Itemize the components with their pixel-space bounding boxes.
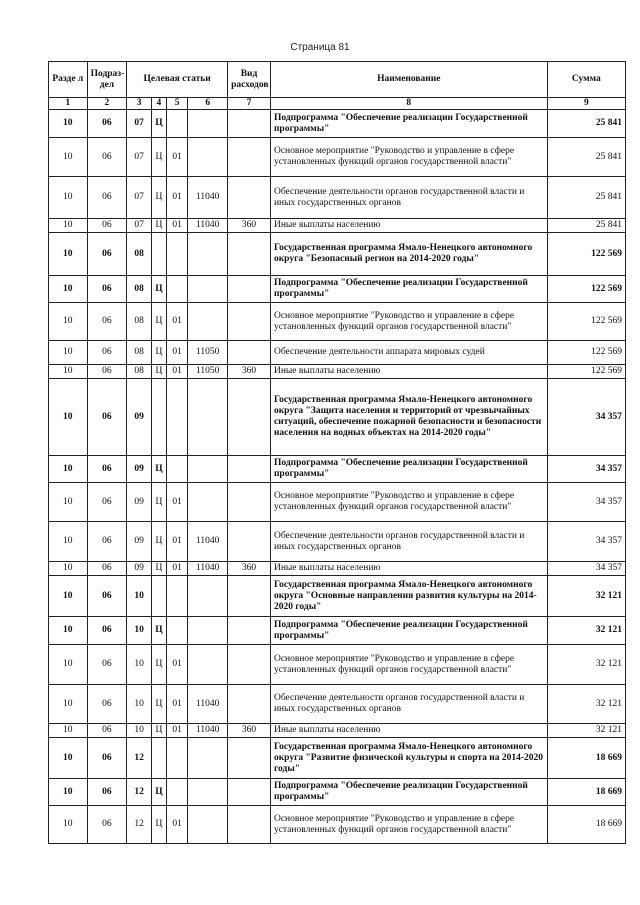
cell-name: Иные выплаты населению: [270, 562, 547, 576]
cell-target-sub: Ц: [151, 138, 166, 177]
header-razdel: Разде л: [49, 62, 88, 98]
cell-podrazdel: 06: [87, 233, 127, 276]
cell-podrazdel: 06: [87, 685, 127, 724]
cell-podrazdel: 06: [87, 341, 127, 365]
cell-target-direction: 11040: [188, 177, 228, 219]
cell-razdel: 10: [49, 303, 88, 341]
cell-expense-type: [228, 645, 271, 685]
cell-target-sub: Ц: [151, 806, 166, 844]
table-row: [49, 779, 626, 806]
cell-target-sub: Ц: [151, 617, 166, 645]
table-row: [49, 365, 626, 379]
table-row: [49, 483, 626, 522]
cell-target-direction: 11050: [188, 341, 228, 365]
cell-target-program: 12: [127, 738, 152, 779]
cell-target-sub: [151, 576, 166, 617]
cell-razdel: 10: [49, 341, 88, 365]
cell-name: Государственная программа Ямало-Ненецкого автономного округа "Развитие физической культуры и спорта на 2014-2020 годы": [270, 738, 547, 779]
cell-target-event: 01: [166, 365, 187, 379]
cell-podrazdel: 06: [87, 738, 127, 779]
cell-target-direction: 11040: [188, 562, 228, 576]
column-number: 7: [228, 98, 271, 110]
cell-podrazdel: 06: [87, 365, 127, 379]
cell-target-direction: [188, 779, 228, 806]
table-row: [49, 645, 626, 685]
cell-sum: 18 669: [547, 738, 625, 779]
cell-razdel: 10: [49, 724, 88, 738]
column-number: 8: [270, 98, 547, 110]
cell-target-event: [166, 738, 187, 779]
cell-razdel: 10: [49, 219, 88, 233]
header-podrazdel: Подраз- дел: [87, 62, 127, 98]
cell-target-event: [166, 233, 187, 276]
cell-target-direction: [188, 576, 228, 617]
cell-name: Подпрограмма "Обеспечение реализации Государственной программы": [270, 779, 547, 806]
header-name: Наименование: [270, 62, 547, 98]
column-number: 6: [188, 98, 228, 110]
table-row: [49, 724, 626, 738]
cell-target-event: 01: [166, 483, 187, 522]
cell-target-direction: [188, 738, 228, 779]
cell-target-direction: [188, 276, 228, 303]
cell-podrazdel: 06: [87, 724, 127, 738]
cell-razdel: 10: [49, 617, 88, 645]
cell-podrazdel: 06: [87, 483, 127, 522]
cell-podrazdel: 06: [87, 219, 127, 233]
cell-sum: 18 669: [547, 779, 625, 806]
cell-sum: 34 357: [547, 483, 625, 522]
cell-target-program: 08: [127, 365, 152, 379]
cell-expense-type: [228, 738, 271, 779]
cell-target-direction: [188, 233, 228, 276]
cell-name: Обеспечение деятельности органов государственной власти и иных государственных органов: [270, 177, 547, 219]
cell-name: Государственная программа Ямало-Ненецкого автономного округа "Основные направления развития культуры на 2014-2020 годы": [270, 576, 547, 617]
column-number: 4: [151, 98, 166, 110]
cell-target-sub: Ц: [151, 779, 166, 806]
cell-target-event: [166, 576, 187, 617]
cell-sum: 34 357: [547, 379, 625, 456]
cell-razdel: 10: [49, 685, 88, 724]
table-row: [49, 562, 626, 576]
cell-expense-type: [228, 483, 271, 522]
cell-sum: 34 357: [547, 522, 625, 562]
cell-target-direction: [188, 483, 228, 522]
cell-expense-type: [228, 685, 271, 724]
cell-target-program: 12: [127, 779, 152, 806]
cell-name: Подпрограмма "Обеспечение реализации Государственной программы": [270, 276, 547, 303]
cell-target-program: 07: [127, 219, 152, 233]
table-row: [49, 177, 626, 219]
cell-sum: 25 841: [547, 177, 625, 219]
cell-name: Подпрограмма "Обеспечение реализации Государственной программы": [270, 456, 547, 483]
cell-razdel: 10: [49, 365, 88, 379]
cell-target-direction: [188, 456, 228, 483]
cell-podrazdel: 06: [87, 177, 127, 219]
cell-podrazdel: 06: [87, 576, 127, 617]
table-row: [49, 806, 626, 844]
cell-target-event: 01: [166, 562, 187, 576]
cell-target-event: 01: [166, 806, 187, 844]
cell-razdel: 10: [49, 233, 88, 276]
cell-target-direction: 11050: [188, 365, 228, 379]
cell-target-sub: [151, 738, 166, 779]
table-row: [49, 276, 626, 303]
cell-expense-type: [228, 379, 271, 456]
cell-name: Иные выплаты населению: [270, 365, 547, 379]
cell-podrazdel: 06: [87, 110, 127, 138]
table-row: [49, 379, 626, 456]
cell-target-sub: Ц: [151, 562, 166, 576]
cell-target-event: 01: [166, 138, 187, 177]
cell-name: Обеспечение деятельности аппарата мировых судей: [270, 341, 547, 365]
cell-target-event: [166, 276, 187, 303]
cell-target-direction: 11040: [188, 685, 228, 724]
cell-sum: 34 357: [547, 456, 625, 483]
cell-target-program: 09: [127, 562, 152, 576]
cell-target-event: 01: [166, 341, 187, 365]
cell-target-direction: [188, 110, 228, 138]
cell-target-sub: Ц: [151, 219, 166, 233]
cell-razdel: 10: [49, 110, 88, 138]
cell-target-sub: Ц: [151, 303, 166, 341]
cell-sum: 122 569: [547, 276, 625, 303]
cell-target-program: 10: [127, 724, 152, 738]
cell-target-direction: [188, 617, 228, 645]
cell-expense-type: [228, 522, 271, 562]
table-row: [49, 456, 626, 483]
cell-name: Основное мероприятие "Руководство и управление в сфере установленных функций органов государственной власти": [270, 303, 547, 341]
cell-razdel: 10: [49, 522, 88, 562]
cell-name: Иные выплаты населению: [270, 724, 547, 738]
table-row: [49, 685, 626, 724]
cell-podrazdel: 06: [87, 456, 127, 483]
header-celevaya: Целевая статьи: [127, 62, 228, 98]
cell-target-sub: Ц: [151, 724, 166, 738]
cell-target-program: 07: [127, 138, 152, 177]
cell-razdel: 10: [49, 576, 88, 617]
cell-name: Подпрограмма "Обеспечение реализации Государственной программы": [270, 617, 547, 645]
cell-razdel: 10: [49, 738, 88, 779]
cell-target-sub: Ц: [151, 645, 166, 685]
cell-target-event: 01: [166, 724, 187, 738]
cell-razdel: 10: [49, 276, 88, 303]
cell-razdel: 10: [49, 779, 88, 806]
header-sum: Сумма: [547, 62, 625, 98]
column-number: 3: [127, 98, 152, 110]
cell-target-direction: [188, 303, 228, 341]
cell-target-direction: [188, 379, 228, 456]
cell-podrazdel: 06: [87, 379, 127, 456]
table-row: [49, 219, 626, 233]
table-row: [49, 303, 626, 341]
cell-target-event: [166, 110, 187, 138]
cell-sum: 25 841: [547, 219, 625, 233]
cell-expense-type: [228, 806, 271, 844]
cell-target-program: 10: [127, 645, 152, 685]
cell-target-event: [166, 779, 187, 806]
cell-podrazdel: 06: [87, 522, 127, 562]
cell-target-sub: Ц: [151, 110, 166, 138]
cell-sum: 32 121: [547, 724, 625, 738]
cell-razdel: 10: [49, 806, 88, 844]
cell-expense-type: [228, 233, 271, 276]
column-number: 2: [87, 98, 127, 110]
cell-expense-type: [228, 341, 271, 365]
cell-target-event: 01: [166, 685, 187, 724]
cell-podrazdel: 06: [87, 645, 127, 685]
table-row: [49, 738, 626, 779]
cell-target-direction: 11040: [188, 724, 228, 738]
cell-podrazdel: 06: [87, 138, 127, 177]
table-row: [49, 617, 626, 645]
cell-target-program: 08: [127, 303, 152, 341]
cell-target-program: 09: [127, 522, 152, 562]
cell-target-program: 12: [127, 806, 152, 844]
header-vid: Вид расходов: [228, 62, 271, 98]
cell-target-program: 09: [127, 456, 152, 483]
cell-expense-type: [228, 110, 271, 138]
cell-target-sub: Ц: [151, 276, 166, 303]
cell-target-event: 01: [166, 219, 187, 233]
cell-razdel: 10: [49, 456, 88, 483]
cell-podrazdel: 06: [87, 617, 127, 645]
table-row: [49, 110, 626, 138]
cell-expense-type: 360: [228, 365, 271, 379]
cell-target-program: 09: [127, 379, 152, 456]
table-row: [49, 138, 626, 177]
cell-name: Подпрограмма "Обеспечение реализации Государственной программы": [270, 110, 547, 138]
cell-target-sub: [151, 379, 166, 456]
cell-razdel: 10: [49, 562, 88, 576]
cell-expense-type: [228, 456, 271, 483]
cell-target-program: 10: [127, 617, 152, 645]
cell-name: Иные выплаты населению: [270, 219, 547, 233]
cell-name: Обеспечение деятельности органов государственной власти и иных государственных органов: [270, 522, 547, 562]
cell-sum: 32 121: [547, 576, 625, 617]
cell-razdel: 10: [49, 645, 88, 685]
column-number: 5: [166, 98, 187, 110]
cell-target-program: 10: [127, 576, 152, 617]
cell-sum: 32 121: [547, 685, 625, 724]
cell-target-program: 07: [127, 177, 152, 219]
cell-target-direction: [188, 645, 228, 685]
cell-razdel: 10: [49, 379, 88, 456]
cell-target-event: 01: [166, 522, 187, 562]
cell-target-program: 08: [127, 341, 152, 365]
cell-target-sub: Ц: [151, 365, 166, 379]
cell-target-sub: Ц: [151, 685, 166, 724]
budget-table: [48, 61, 626, 844]
cell-target-sub: Ц: [151, 456, 166, 483]
cell-target-program: 10: [127, 685, 152, 724]
cell-target-sub: Ц: [151, 341, 166, 365]
cell-sum: 32 121: [547, 645, 625, 685]
cell-razdel: 10: [49, 138, 88, 177]
cell-sum: 25 841: [547, 138, 625, 177]
cell-target-program: 07: [127, 110, 152, 138]
cell-target-direction: 11040: [188, 522, 228, 562]
cell-target-event: 01: [166, 177, 187, 219]
cell-sum: 122 569: [547, 365, 625, 379]
cell-expense-type: [228, 138, 271, 177]
cell-expense-type: [228, 177, 271, 219]
cell-name: Основное мероприятие "Руководство и управление в сфере установленных функций органов государственной власти": [270, 138, 547, 177]
cell-target-event: [166, 456, 187, 483]
cell-podrazdel: 06: [87, 276, 127, 303]
cell-name: Основное мероприятие "Руководство и управление в сфере установленных функций органов государственной власти": [270, 483, 547, 522]
cell-expense-type: 360: [228, 562, 271, 576]
cell-razdel: 10: [49, 483, 88, 522]
table-body: [49, 110, 626, 844]
cell-sum: 122 569: [547, 341, 625, 365]
cell-name: Обеспечение деятельности органов государственной власти и иных государственных органов: [270, 685, 547, 724]
cell-expense-type: [228, 303, 271, 341]
cell-target-program: 08: [127, 276, 152, 303]
cell-target-direction: [188, 806, 228, 844]
table-row: [49, 576, 626, 617]
table-row: [49, 233, 626, 276]
table-row: [49, 522, 626, 562]
cell-name: Государственная программа Ямало-Ненецкого автономного округа "Безопасный регион на 2014-2020 годы": [270, 233, 547, 276]
cell-target-event: [166, 379, 187, 456]
cell-target-program: 08: [127, 233, 152, 276]
column-number-row: [49, 98, 626, 110]
cell-target-event: [166, 617, 187, 645]
cell-target-event: 01: [166, 645, 187, 685]
cell-expense-type: [228, 617, 271, 645]
cell-name: Основное мероприятие "Руководство и управление в сфере установленных функций органов государственной власти": [270, 645, 547, 685]
cell-podrazdel: 06: [87, 779, 127, 806]
cell-target-program: 09: [127, 483, 152, 522]
cell-podrazdel: 06: [87, 562, 127, 576]
cell-target-sub: Ц: [151, 177, 166, 219]
cell-sum: 18 669: [547, 806, 625, 844]
column-number: 9: [547, 98, 625, 110]
cell-podrazdel: 06: [87, 303, 127, 341]
cell-sum: 122 569: [547, 233, 625, 276]
cell-target-sub: Ц: [151, 483, 166, 522]
cell-expense-type: [228, 276, 271, 303]
cell-target-sub: Ц: [151, 522, 166, 562]
cell-podrazdel: 06: [87, 806, 127, 844]
cell-target-direction: 11040: [188, 219, 228, 233]
column-number: 1: [49, 98, 88, 110]
cell-razdel: 10: [49, 177, 88, 219]
cell-name: Основное мероприятие "Руководство и управление в сфере установленных функций органов государственной власти": [270, 806, 547, 844]
table-row: [49, 341, 626, 365]
cell-expense-type: [228, 779, 271, 806]
cell-sum: 32 121: [547, 617, 625, 645]
cell-target-sub: [151, 233, 166, 276]
cell-expense-type: 360: [228, 724, 271, 738]
cell-expense-type: [228, 576, 271, 617]
cell-expense-type: 360: [228, 219, 271, 233]
cell-target-direction: [188, 138, 228, 177]
cell-sum: 34 357: [547, 562, 625, 576]
cell-sum: 122 569: [547, 303, 625, 341]
cell-sum: 25 841: [547, 110, 625, 138]
cell-target-event: 01: [166, 303, 187, 341]
page-number: Страница 81: [290, 42, 350, 53]
cell-name: Государственная программа Ямало-Ненецкого автономного округа "Защита населения и территорий от чрезвычайных ситуаций, обеспечение пожарной безопасности и безопасности населения на водных объектах на 2014-2020 годы": [270, 379, 547, 456]
